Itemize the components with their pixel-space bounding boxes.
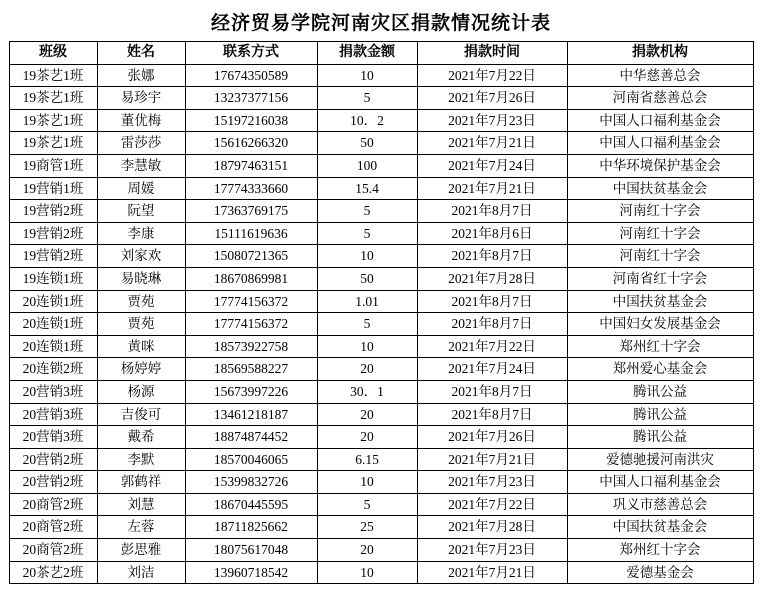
cell-organization: 中国人口福利基金会 [567, 109, 753, 132]
cell-name: 杨婷婷 [97, 358, 185, 381]
cell-organization: 中国妇女发展基金会 [567, 313, 753, 336]
cell-organization: 河南红十字会 [567, 222, 753, 245]
cell-amount: 15.4 [317, 177, 417, 200]
column-header-contact: 联系方式 [185, 42, 317, 65]
cell-name: 刘慧 [97, 493, 185, 516]
cell-contact: 18570046065 [185, 448, 317, 471]
cell-contact: 17363769175 [185, 200, 317, 223]
cell-name: 张娜 [97, 64, 185, 87]
table-body [9, 64, 753, 584]
cell-amount: 10 [317, 245, 417, 268]
table-row [9, 471, 753, 494]
cell-date: 2021年8月7日 [417, 290, 567, 313]
cell-amount: 5 [317, 493, 417, 516]
table-row [9, 109, 753, 132]
cell-amount: 20 [317, 358, 417, 381]
cell-date: 2021年7月22日 [417, 335, 567, 358]
cell-contact: 17774333660 [185, 177, 317, 200]
cell-date: 2021年7月22日 [417, 493, 567, 516]
table-row [9, 64, 753, 87]
table-row [9, 335, 753, 358]
cell-class: 19茶艺1班 [9, 87, 97, 110]
cell-date: 2021年7月24日 [417, 358, 567, 381]
cell-amount: 10 [317, 471, 417, 494]
table-row [9, 448, 753, 471]
cell-contact: 15197216038 [185, 109, 317, 132]
cell-organization: 河南省慈善总会 [567, 87, 753, 110]
cell-name: 刘洁 [97, 561, 185, 584]
cell-organization: 中国扶贫基金会 [567, 516, 753, 539]
cell-contact: 18670869981 [185, 267, 317, 290]
cell-amount: 10．2 [317, 109, 417, 132]
cell-name: 雷莎莎 [97, 132, 185, 155]
cell-organization: 中国扶贫基金会 [567, 290, 753, 313]
donation-table [9, 41, 754, 584]
cell-organization: 郑州红十字会 [567, 335, 753, 358]
cell-class: 19营销2班 [9, 200, 97, 223]
cell-contact: 18670445595 [185, 493, 317, 516]
cell-name: 李默 [97, 448, 185, 471]
cell-amount: 25 [317, 516, 417, 539]
cell-amount: 5 [317, 222, 417, 245]
cell-organization: 河南红十字会 [567, 245, 753, 268]
table-header [9, 42, 753, 65]
cell-organization: 爱德基金会 [567, 561, 753, 584]
cell-contact: 18797463151 [185, 154, 317, 177]
cell-contact: 17774156372 [185, 290, 317, 313]
cell-date: 2021年7月26日 [417, 426, 567, 449]
cell-class: 20商管2班 [9, 539, 97, 562]
column-header-class: 班级 [9, 42, 97, 65]
cell-amount: 10 [317, 335, 417, 358]
cell-name: 易珍宇 [97, 87, 185, 110]
table-row [9, 200, 753, 223]
cell-organization: 郑州爱心基金会 [567, 358, 753, 381]
cell-class: 20营销3班 [9, 426, 97, 449]
cell-contact: 17674350589 [185, 64, 317, 87]
cell-class: 19茶艺1班 [9, 132, 97, 155]
table-row [9, 245, 753, 268]
cell-date: 2021年7月24日 [417, 154, 567, 177]
table-header-row [9, 42, 753, 65]
table-row [9, 290, 753, 313]
cell-contact: 15111619636 [185, 222, 317, 245]
cell-contact: 18573922758 [185, 335, 317, 358]
cell-amount: 20 [317, 426, 417, 449]
table-row [9, 267, 753, 290]
cell-name: 贾苑 [97, 313, 185, 336]
cell-contact: 15673997226 [185, 380, 317, 403]
column-header-name: 姓名 [97, 42, 185, 65]
cell-class: 19连锁1班 [9, 267, 97, 290]
cell-name: 李慧敏 [97, 154, 185, 177]
cell-date: 2021年7月21日 [417, 448, 567, 471]
cell-amount: 20 [317, 403, 417, 426]
cell-contact: 13237377156 [185, 87, 317, 110]
cell-contact: 17774156372 [185, 313, 317, 336]
cell-date: 2021年7月21日 [417, 132, 567, 155]
cell-date: 2021年8月7日 [417, 313, 567, 336]
cell-organization: 巩义市慈善总会 [567, 493, 753, 516]
cell-organization: 腾讯公益 [567, 380, 753, 403]
table-row [9, 539, 753, 562]
table-row [9, 358, 753, 381]
cell-name: 刘家欢 [97, 245, 185, 268]
table-row [9, 313, 753, 336]
cell-name: 杨源 [97, 380, 185, 403]
cell-date: 2021年7月23日 [417, 539, 567, 562]
cell-class: 20营销3班 [9, 380, 97, 403]
table-row [9, 132, 753, 155]
cell-contact: 18569588227 [185, 358, 317, 381]
cell-amount: 10 [317, 561, 417, 584]
cell-class: 20连锁1班 [9, 313, 97, 336]
cell-date: 2021年7月26日 [417, 87, 567, 110]
cell-organization: 中华慈善总会 [567, 64, 753, 87]
cell-date: 2021年7月23日 [417, 109, 567, 132]
cell-class: 20连锁1班 [9, 290, 97, 313]
cell-class: 20营销2班 [9, 471, 97, 494]
cell-name: 戴希 [97, 426, 185, 449]
cell-amount: 5 [317, 200, 417, 223]
cell-amount: 5 [317, 87, 417, 110]
cell-contact: 18874874452 [185, 426, 317, 449]
cell-class: 20营销2班 [9, 448, 97, 471]
cell-organization: 河南省红十字会 [567, 267, 753, 290]
cell-amount: 100 [317, 154, 417, 177]
cell-name: 吉俊可 [97, 403, 185, 426]
cell-name: 黄咪 [97, 335, 185, 358]
cell-organization: 中国扶贫基金会 [567, 177, 753, 200]
cell-amount: 30．1 [317, 380, 417, 403]
cell-date: 2021年8月7日 [417, 200, 567, 223]
cell-amount: 1.01 [317, 290, 417, 313]
cell-organization: 腾讯公益 [567, 426, 753, 449]
cell-class: 19营销2班 [9, 245, 97, 268]
cell-amount: 6.15 [317, 448, 417, 471]
cell-class: 20商管2班 [9, 493, 97, 516]
cell-date: 2021年7月28日 [417, 267, 567, 290]
cell-date: 2021年7月21日 [417, 561, 567, 584]
cell-date: 2021年7月23日 [417, 471, 567, 494]
cell-organization: 中华环境保护基金会 [567, 154, 753, 177]
column-header-date: 捐款时间 [417, 42, 567, 65]
cell-organization: 中国人口福利基金会 [567, 471, 753, 494]
table-row [9, 222, 753, 245]
table-row [9, 426, 753, 449]
cell-name: 易晓琳 [97, 267, 185, 290]
cell-contact: 15616266320 [185, 132, 317, 155]
cell-organization: 河南红十字会 [567, 200, 753, 223]
cell-contact: 15080721365 [185, 245, 317, 268]
cell-date: 2021年8月7日 [417, 245, 567, 268]
cell-class: 19营销2班 [9, 222, 97, 245]
cell-organization: 爱德驰援河南洪灾 [567, 448, 753, 471]
cell-organization: 郑州红十字会 [567, 539, 753, 562]
cell-date: 2021年7月22日 [417, 64, 567, 87]
cell-date: 2021年7月28日 [417, 516, 567, 539]
cell-name: 彭思雅 [97, 539, 185, 562]
cell-organization: 中国人口福利基金会 [567, 132, 753, 155]
cell-date: 2021年7月21日 [417, 177, 567, 200]
cell-amount: 50 [317, 267, 417, 290]
table-row [9, 493, 753, 516]
cell-name: 董优梅 [97, 109, 185, 132]
cell-contact: 18711825662 [185, 516, 317, 539]
cell-class: 20茶艺2班 [9, 561, 97, 584]
column-header-organization: 捐款机构 [567, 42, 753, 65]
cell-name: 郭鹤祥 [97, 471, 185, 494]
cell-class: 19茶艺1班 [9, 109, 97, 132]
table-row [9, 380, 753, 403]
cell-contact: 13960718542 [185, 561, 317, 584]
column-header-amount: 捐款金额 [317, 42, 417, 65]
table-row [9, 87, 753, 110]
cell-class: 19茶艺1班 [9, 64, 97, 87]
cell-name: 阮望 [97, 200, 185, 223]
cell-name: 周媛 [97, 177, 185, 200]
cell-class: 20商管2班 [9, 516, 97, 539]
table-row [9, 403, 753, 426]
table-row [9, 154, 753, 177]
cell-class: 20连锁2班 [9, 358, 97, 381]
cell-class: 19商管1班 [9, 154, 97, 177]
cell-contact: 15399832726 [185, 471, 317, 494]
cell-class: 19营销1班 [9, 177, 97, 200]
table-row [9, 561, 753, 584]
cell-date: 2021年8月6日 [417, 222, 567, 245]
cell-organization: 腾讯公益 [567, 403, 753, 426]
cell-date: 2021年8月7日 [417, 380, 567, 403]
table-row [9, 516, 753, 539]
cell-amount: 10 [317, 64, 417, 87]
cell-amount: 50 [317, 132, 417, 155]
cell-class: 20连锁1班 [9, 335, 97, 358]
cell-amount: 20 [317, 539, 417, 562]
cell-contact: 18075617048 [185, 539, 317, 562]
cell-name: 左蓉 [97, 516, 185, 539]
cell-name: 贾苑 [97, 290, 185, 313]
cell-class: 20营销3班 [9, 403, 97, 426]
cell-name: 李康 [97, 222, 185, 245]
page-title: 经济贸易学院河南灾区捐款情况统计表 [210, 13, 551, 34]
cell-amount: 5 [317, 313, 417, 336]
cell-contact: 13461218187 [185, 403, 317, 426]
table-row [9, 177, 753, 200]
cell-date: 2021年8月7日 [417, 403, 567, 426]
